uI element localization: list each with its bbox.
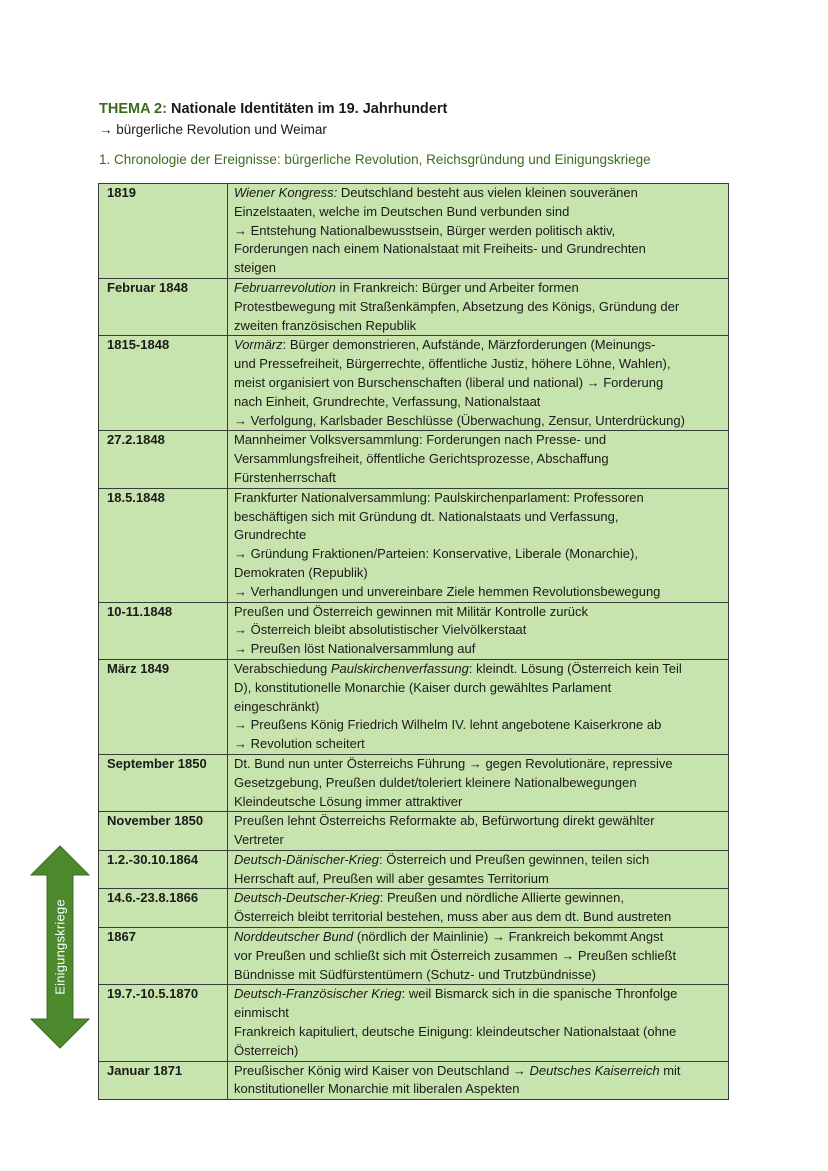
table-row [99,889,729,928]
description-line [234,240,724,259]
event-date: 1815-1848 [99,336,228,431]
description-line [234,259,724,278]
table-row [99,184,729,279]
text-segment: einmischt [234,1005,289,1021]
text-segment: : Preußen und nördliche Allierte gewinnen, [379,890,624,906]
text-segment: : Österreich und Preußen gewinnen, teilen sich [379,851,650,867]
text-segment: beschäftigen sich mit Gründung dt. Nationalstaats und Verfassung, [234,508,619,524]
text-segment: : weil Bismarck sich in die spanische Thronfolge [401,986,678,1002]
text-segment: Fürstenherrschaft [234,469,336,485]
description-line [234,679,724,698]
table-row [99,812,729,851]
text-segment: Forderungen nach einem Nationalstaat mit Freiheits- und Grundrechten [234,241,646,257]
text-segment: konstitutioneller Monarchie mit liberalen Aspekten [234,1081,520,1097]
emphasized-term: Norddeutscher Bund [234,929,354,945]
table-row [99,850,729,889]
page-subtitle: → bürgerliche Revolution und Weimar [99,122,327,137]
text-segment: Kleindeutsche Lösung immer attraktiver [234,793,463,809]
event-date: 1867 [99,928,228,985]
description-line [234,489,724,508]
thema-label: THEMA 2: [99,101,167,117]
description-line [234,851,724,870]
event-date: November 1850 [99,812,228,851]
table-row [99,488,729,602]
description-line [234,508,724,527]
event-description [228,812,729,851]
description-line [234,966,724,985]
event-description [228,928,729,985]
event-date: 1.2.-30.10.1864 [99,850,228,889]
thema-title: Nationale Identitäten im 19. Jahrhundert [166,101,448,117]
table-row [99,602,729,659]
text-segment: → Österreich bleibt absolutistischer Vielvölkerstaat [234,622,527,638]
text-segment: → Verfolgung, Karlsbader Beschlüsse (Überwachung, Zensur, Unterdrückung) [234,412,685,428]
description-line [234,1042,724,1061]
description-line [234,985,724,1004]
event-description [228,431,729,488]
description-line [234,279,724,298]
description-line [234,812,724,831]
event-description [228,602,729,659]
event-date: 18.5.1848 [99,488,228,602]
description-line [234,603,724,622]
einigungskriege-arrow [29,844,91,1050]
description-line [234,1023,724,1042]
table-row [99,659,729,754]
table-row [99,336,729,431]
text-segment: nach Einheit, Grundrechte, Verfassung, Nationalstaat [234,393,541,409]
event-date: 27.2.1848 [99,431,228,488]
event-date: März 1849 [99,659,228,754]
emphasized-term: Deutsches Kaiserreich [529,1062,660,1078]
event-description [228,659,729,754]
text-segment: Mannheimer Volksversammlung: Forderungen nach Presse- und [234,432,607,448]
description-line [234,1080,724,1099]
description-line [234,184,724,203]
table-row [99,278,729,335]
description-line [234,450,724,469]
emphasized-term: Vormärz [234,337,283,353]
text-segment: → Verhandlungen und unvereinbare Ziele hemmen Revolutionsbewegung [234,583,661,599]
text-segment: Versammlungsfreiheit, öffentliche Gerichtsprozesse, Abschaffung [234,451,609,467]
event-description [228,488,729,602]
description-line [234,928,724,947]
event-description [228,278,729,335]
text-segment: in Frankreich: Bürger und Arbeiter formen [335,279,579,295]
description-line [234,908,724,927]
description-line [234,947,724,966]
text-segment: eingeschränkt) [234,698,320,714]
text-segment: Frankfurter Nationalversammlung: Paulskirchenparlament: Professoren [234,489,644,505]
description-line [234,831,724,850]
emphasized-term: Deutsch-Französischer Krieg [234,986,402,1002]
event-date: 1819 [99,184,228,279]
text-segment: zweiten französischen Republik [234,317,417,333]
event-description [228,850,729,889]
text-segment: vor Preußen und schließt sich mit Österreich zusammen → Preußen schließt [234,947,677,963]
description-line [234,716,724,735]
description-line [234,469,724,488]
text-segment: Protestbewegung mit Straßenkämpfen, Absetzung des Königs, Gründung der [234,298,680,314]
text-segment: Preußischer König wird Kaiser von Deutschland → [234,1062,530,1078]
table-row [99,754,729,811]
text-segment: Einzelstaaten, welche im Deutschen Bund verbunden sind [234,203,570,219]
text-segment: : kleindt. Lösung (Österreich kein Teil [468,660,682,676]
description-line [234,889,724,908]
description-line [234,793,724,812]
description-line [234,545,724,564]
event-description [228,985,729,1061]
event-date: Februar 1848 [99,278,228,335]
description-line [234,735,724,754]
description-line [234,660,724,679]
text-segment: Vertreter [234,832,284,848]
text-segment: Preußen und Österreich gewinnen mit Militär Kontrolle zurück [234,603,589,619]
description-line [234,640,724,659]
event-description [228,889,729,928]
text-segment: Preußen lehnt Österreichs Reformakte ab, Befürwortung direkt gewählter [234,813,655,829]
description-line [234,755,724,774]
description-line [234,583,724,602]
description-line [234,374,724,393]
emphasized-term: Deutsch-Dänischer-Krieg [234,851,379,867]
einigungskriege-label: Einigungskriege [52,899,68,995]
description-line [234,222,724,241]
description-line [234,621,724,640]
description-line [234,564,724,583]
description-line [234,355,724,374]
event-description [228,754,729,811]
table-row [99,431,729,488]
chronology-table [98,183,729,1100]
text-segment: : Bürger demonstrieren, Aufstände, Märzforderungen (Meinungs- [282,337,656,353]
text-segment: → Revolution scheitert [234,736,365,752]
event-date: 10-11.1848 [99,602,228,659]
emphasized-term: Paulskirchenverfassung [330,660,469,676]
event-date: September 1850 [99,754,228,811]
description-line [234,774,724,793]
text-segment: Deutschland besteht aus vielen kleinen souveränen [337,185,638,200]
description-line [234,317,724,336]
text-segment: → Entstehung Nationalbewusstsein, Bürger werden politisch aktiv, [234,222,616,238]
table-row [99,1061,729,1100]
table-row [99,985,729,1061]
description-line [234,1062,724,1081]
event-description [228,184,729,279]
text-segment: Verabschiedung [234,660,331,676]
text-segment: mit [659,1062,681,1078]
event-description [228,1061,729,1100]
event-description [228,336,729,431]
text-segment: Österreich bleibt territorial bestehen, muss aber aus dem dt. Bund austreten [234,909,672,925]
text-segment: Demokraten (Republik) [234,564,368,580]
description-line [234,412,724,431]
page-title [99,101,447,117]
text-segment: steigen [234,260,276,276]
event-date: 14.6.-23.8.1866 [99,889,228,928]
text-segment: (nördlich der Mainlinie) → Frankreich bekommt Angst [353,929,664,945]
description-line [234,1004,724,1023]
text-segment: Dt. Bund nun unter Österreichs Führung → gegen Revolutionäre, repressive [234,755,673,771]
text-segment: → Preußen löst Nationalversammlung auf [234,641,476,657]
text-segment: meist organisiert von Burschenschaften (liberal und national) → Forderung [234,374,664,390]
text-segment: und Pressefreiheit, Bürgerrechte, öffentliche Justiz, höhere Löhne, Wahlen), [234,356,671,372]
emphasized-term: Wiener Kongress: [234,185,338,200]
event-date: 19.7.-10.5.1870 [99,985,228,1061]
event-date: Januar 1871 [99,1061,228,1100]
text-segment: Gesetzgebung, Preußen duldet/toleriert kleinere Nationalbewegungen [234,774,637,790]
emphasized-term: Deutsch-Deutscher-Krieg [234,890,380,906]
text-segment: Grundrechte [234,527,307,543]
text-segment: Frankreich kapituliert, deutsche Einigung: kleindeutscher Nationalstaat (ohne [234,1024,677,1040]
description-line [234,298,724,317]
text-segment: → Preußens König Friedrich Wilhelm IV. lehnt angebotene Kaiserkrone ab [234,717,662,733]
text-segment: Herrschaft auf, Preußen will aber gesamtes Territorium [234,870,549,886]
description-line [234,870,724,889]
section-title: 1. Chronologie der Ereignisse: bürgerliche Revolution, Reichsgründung und Einigungskriege [99,152,651,167]
description-line [234,431,724,450]
description-line [234,203,724,222]
description-line [234,336,724,355]
text-segment: → Gründung Fraktionen/Parteien: Konservative, Liberale (Monarchie), [234,546,638,562]
description-line [234,526,724,545]
table-row [99,928,729,985]
description-line [234,393,724,412]
text-segment: Österreich) [234,1042,299,1058]
text-segment: D), konstitutionelle Monarchie (Kaiser durch gewähltes Parlament [234,679,612,695]
text-segment: Bündnisse mit Südfürstentümern (Schutz- und Trutzbündnisse) [234,966,597,982]
description-line [234,698,724,717]
emphasized-term: Februarrevolution [234,279,336,295]
